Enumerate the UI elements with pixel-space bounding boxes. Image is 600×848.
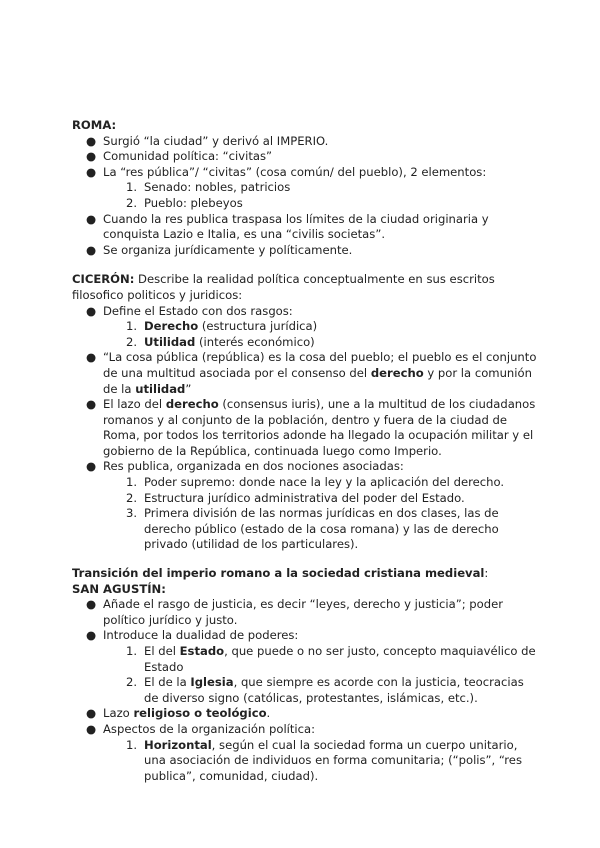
- list-item: ● Cuando la res publica traspasa los límites de la ciudad originaria y conquista Lazio e Italia, es una “civilis societas”.: [86, 211, 489, 242]
- document-page: ROMA: ● Surgió “la ciudad” y derivó al IMPERIO. ● Comunidad política: “civitas” ● La “res pública”/ “civitas” (cosa común/ del pueblo), 2 elementos: 1. Senado: nobles, patricios 2. Pueblo: plebeyos ● Cuando la res publica traspasa los límites de la ciudad originaria y conquista Lazio e Italia, es una “civilis societas”. ● Se organiza jurídicamente y políticamente. CICERÓN: Describe la realidad política conceptualmente en sus escritos filosofico politicos y juridicos: ● Define el Estado con dos rasgos: 1. Derecho (estructura jurídica) 2. Utilidad (interés económico) ● “La cosa pública (república) es la cosa del pueblo; el pueblo es el conjunto de una multitud asociada por el consenso del derecho y por la comunión de la utilidad” ● El lazo del derecho (consensus iuris), une a la multitud de los ciudadanos romanos y al conjunto de la población, dentro y fuera de la ciudad de Roma, por todos los territorios adonde ha llegado la ocupación militar y el gobierno de la República, continuada luego como Imperio. ● Res publica, organizada en dos nociones asociadas: 1. Poder supremo: donde nace la ley y la aplicación del derecho. 2. Estructura jurídico administrativa del poder del Estado. 3. Primera división de las normas jurídicas en dos clases, las de derecho público (estado de la cosa romana) y las de derecho privado (utilidad de los particulares). Transición del imperio romano a la sociedad cristiana medieval: SAN AGUSTÍN: ● Añade el rasgo de justicia, es decir “leyes, derecho y justicia”; poder político jurídico y justo. ● Introduce la dualidad de poderes: 1. El del Estado, que puede o no ser justo, concepto maquiavélico de Estado 2. El de la Iglesia, que siempre es acorde con la justicia, teocracias de diverso signo (católicas, protestantes, islámicas, etc.). ● Lazo religioso o teológico. ● Aspectos de la organización política: 1. Horizontal, según el cual la sociedad forma un cuerpo unitario, una asociación de individuos en forma comunitaria; (“polis”, “res publica”, comunidad, ciudad).: [72, 118, 537, 783]
- bullet-icon: ●: [86, 133, 97, 148]
- ciceron-heading: CICERÓN:: [72, 272, 135, 287]
- list-item: ● Aspectos de la organización política:: [86, 721, 316, 736]
- list-item: ● El lazo del derecho (consensus iuris), une a la multitud de los ciudadanos romanos y al conjunto de la población, dentro y fuera de la ciudad de Roma, por todos los territorios adonde ha llegado la ocupación militar y el gobierno de la República, continuada luego como Imperio.: [86, 397, 536, 458]
- numbered-item: 2. Utilidad (interés económico): [126, 334, 315, 349]
- numbered-item: 2. Estructura jurídico administrativa del poder del Estado.: [126, 490, 465, 505]
- bullet-icon: ●: [86, 721, 97, 736]
- bullet-icon: ●: [86, 628, 97, 643]
- numbered-item: 2. Pueblo: plebeyos: [126, 195, 243, 210]
- list-item: ● “La cosa pública (república) es la cosa del pueblo; el pueblo es el conjunto de una multitud asociada por el consenso del derecho y por la comunión de la utilidad”: [86, 350, 537, 396]
- list-item: ● Se organiza jurídicamente y políticamente.: [86, 242, 353, 257]
- numbered-item: 1. Senado: nobles, patricios: [126, 180, 291, 195]
- transition-heading: Transición del imperio romano a la sociedad cristiana medieval:: [72, 566, 489, 581]
- numbered-item: 3. Primera división de las normas jurídicas en dos clases, las de derecho público (estado de la cosa romana) y las de derecho privado (utilidad de los particulares).: [126, 506, 499, 552]
- bullet-icon: ●: [86, 397, 97, 412]
- list-item: ● Surgió “la ciudad” y derivó al IMPERIO.: [86, 133, 329, 148]
- numbered-item: 1. Derecho (estructura jurídica): [126, 319, 318, 334]
- list-item: ● Lazo religioso o teológico.: [86, 706, 271, 721]
- agustin-heading: SAN AGUSTÍN:: [72, 581, 166, 596]
- bullet-icon: ●: [86, 149, 97, 164]
- list-item: ● Añade el rasgo de justicia, es decir “leyes, derecho y justicia”; poder político jurídico y justo.: [86, 597, 504, 627]
- numbered-item: 1. El del Estado, que puede o no ser justo, concepto maquiavélico de Estado: [126, 644, 536, 674]
- bullet-icon: ●: [86, 706, 97, 721]
- bullet-icon: ●: [86, 211, 97, 226]
- bullet-icon: ●: [86, 459, 97, 474]
- bullet-icon: ●: [86, 242, 97, 257]
- numbered-item: 2. El de la Iglesia, que siempre es acorde con la justicia, teocracias de diverso signo (católicas, protestantes, islámicas, etc.).: [126, 675, 524, 705]
- roma-heading: ROMA:: [72, 118, 117, 132]
- numbered-item: 1. Horizontal, según el cual la sociedad forma un cuerpo unitario, una asociación de individuos en forma comunitaria; (“polis”, “res publica”, comunidad, ciudad).: [126, 737, 522, 783]
- list-item: ● Comunidad política: “civitas”: [86, 149, 273, 164]
- list-item: ● Define el Estado con dos rasgos:: [86, 303, 293, 318]
- bullet-icon: ●: [86, 303, 97, 318]
- list-item: ● Introduce la dualidad de poderes:: [86, 628, 299, 643]
- list-item: ● Res publica, organizada en dos nociones asociadas:: [86, 459, 404, 474]
- bullet-icon: ●: [86, 350, 97, 365]
- numbered-item: 1. Poder supremo: donde nace la ley y la aplicación del derecho.: [126, 475, 505, 490]
- ciceron-intro: CICERÓN: Describe la realidad política conceptualmente en sus escritos: [72, 272, 495, 287]
- bullet-icon: ●: [86, 597, 97, 612]
- list-item: ● La “res pública”/ “civitas” (cosa común/ del pueblo), 2 elementos:: [86, 164, 487, 179]
- bullet-icon: ●: [86, 164, 97, 179]
